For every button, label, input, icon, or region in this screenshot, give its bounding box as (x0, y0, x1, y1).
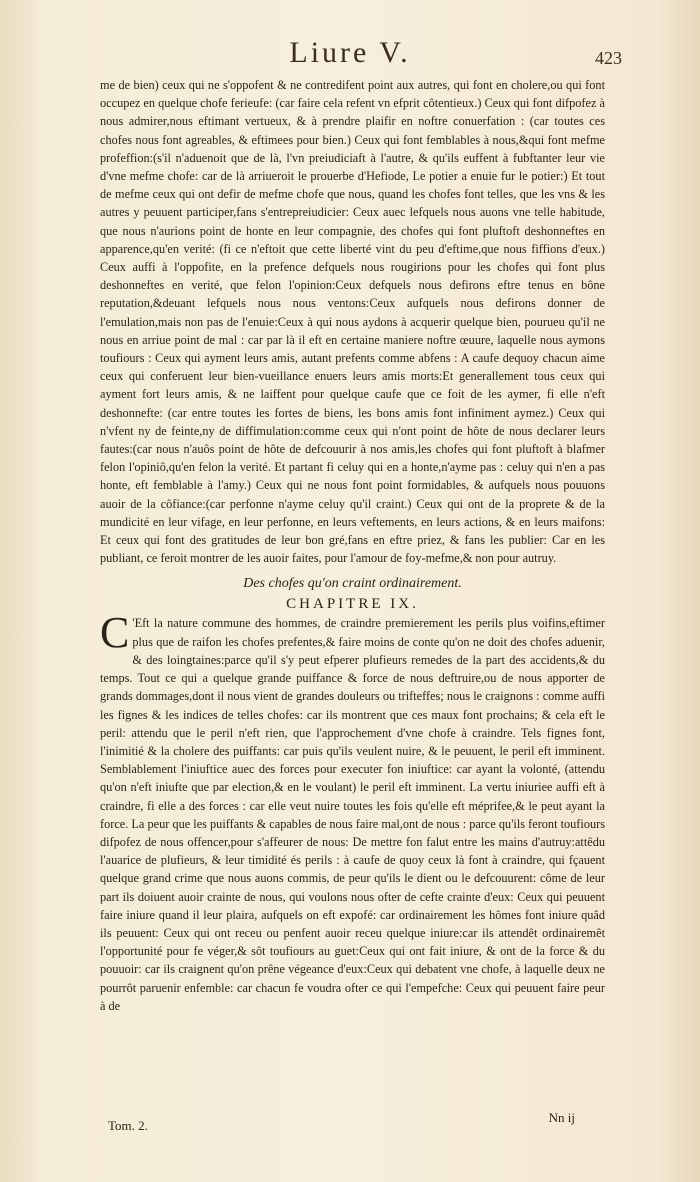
signature-mark: Nn ij (548, 1110, 575, 1125)
page-body (100, 76, 605, 1015)
page-number: 423 (595, 48, 622, 68)
chapter-heading: CHAPITRE IX. (286, 596, 419, 613)
drop-cap-initial: C (100, 608, 130, 658)
running-title: Liure V. (289, 36, 411, 69)
chapter-paragraph (100, 608, 605, 1014)
chapter-subtitle: Des chofes qu'on craint ordinairement. (243, 576, 462, 592)
page-header (0, 36, 700, 76)
page-footer (100, 1110, 605, 1140)
chapter-paragraph-text: 'Eft la nature commune des hommes, de craindre premierement les perils plus voifins,eftimer plus que de raifon les chofes prefentes,& faire moins de conte qu'on ne doit des chofes aduenir, & des loingtaines:parce qu'il s'y peut efperer plufieurs remedes de la part des accidents,& du temps. Tout ce qui a quelque grande puiffance & force de nous deftruire,ou de nous apporter de grands dommages,dont il nous vient de grandes douleurs ou trifteffes; nous le craignons : comme auffi les fignes & les indices de telles chofes: car ils montrent que ces maux font prochains; & cela eft le peril: attendu que le peril n'eft rien, que l'approchement d'vne chofe à craindre. Tels fignes font, l'inimitié & la cholere des puiffants: car puis qu'ils veulent nuire, & le peuuent, le peril eft imminent. Semblablement l'iniuftice auec des forces pour executer fon iniuftice: car ayant la volonté, (attendu qu'on n'eft iniufte que par election,& en le voulant) le peril eft imminent. La vertu iniuriee auffi eft à craindre, fi elle a des forces : car elle veut nuire toutes les fois qu'elle eft méprifee,& le peut ayant la force. La peur que les puiffants & capables de nous faire mal,ont de nous : parce qu'ils feront toufiours difpofez de nous offencer,pour s'affeurer de nous: De mettre fon falut entre les mains d'autruy:attêdu l'auarice de plufieurs, & leur timidité és perils : à caufe de quoy ceux là font à craindre, qui fçauent quelque grand crime que nous auons commis, de peur qu'ils le dient ou le defcouurent: côme de leur part ils doiuent auoir crainte de nous, qui voulons nous ofter de cefte crainte d'eux: Ceux qui peuuent faire iniure quand il leur plaira, aufquels on eft expofé: car ordinairement les hômes font iniure quâd ils peuuent: Ceux qui ont receu ou penfent auoir receu quelque iniure:car ils attendêt ordinairemêt l'opportunité pour fe véger,& sôt toufiours au guet:Ceux qui ont fait iniure, & ont de la force & du pouuoir: car ils craignent qu'on prêne végeance d'eux:Ceux qui debatent vne chofe, à laquelle deux ne pourrôt paruenir enfemble: car chacun fe voudra ofter ce qui l'empefche: Ceux qui peuuent faire peur à de (100, 616, 605, 1013)
volume-mark: Tom. 2. (108, 1118, 148, 1133)
continued-paragraph: me de bien) ceux qui ne s'oppofent & ne contredifent point aux autres, qui font en cholere,ou qui font occupez en quelque chofe ferieufe: (car faire cela refent vn efprit côtentieux.) Ceux qui font difpofez à nous admirer,nous eftimant vertueux, & à prendre plaifir en noftre conuerfation : (car toutes ces chofes nous font agreables, & eftimees pour bien.) Ceux qui font femblables à nous,&qui font mefme profeffion:(s'il n'aduenoit que de là, l'vn preiudiciaft à l'autre, & qu'ils euffent à fubftanter leur vie d'vne mefme chofe: car de là arriueroit le prouerbe d'Hefiode, Le potier a enuie fur le potier:) Et tout de mefme ceux qui ont defir de mefme chofe que nous, quand les chofes font telles, que les vns & les autres y peuuent participer,fans s'entrepreiudicier: Ceux auec lefquels nous auons vne telle habitude, que nous n'aurions point de honte en leur compagnie, des chofes qui font pluftoft deshonneftes en apparence,qu'en verité: (fi ce n'eftoit que cette liberté vint du peu d'eftime,que nous fiffions d'eux.) Ceux auffi à l'oppofite, en la prefence defquels nous rougirions pour les chofes qui font plus deshonneftes en verité, que felon l'opinion:Ceux defquels nous defirons eftre tenus en bône reputation,&deuant lefquels nous nous ventons:Ceux aufquels nous defirons donner de l'emulation,mais non pas de l'enuie:Ceux à qui nous aydons à acquerir quelque bien, pourueu qu'il ne nous en arriue point de mal : car par là il eft en certaine maniere noftre œuure, laquelle nous aymons toufiours : Ceux qui ayment leurs amis, autant prefents comme abfens : A caufe dequoy chacun aime ceux qui conferuent leur bien-vueillance enuers leurs amis morts:Et generallement tous ceux qui ayment fort leurs amis, & ne laiffent pour quelque caufe que ce foit de les aymer, fi elle n'eft deshonnefte: (car entre toutes les fortes de biens, les bons amis font infiniment aymez.) Ceux qui n'vfent ny de feinte,ny de diffimulation:comme ceux qui n'ont point de hôte de nous declarer leurs fautes:(car nous n'auôs point de hôte de defcouurir à nos amis,les chofes qui font pluftoft à blafmer felon l'opiniô,qu'en felon la verité. Et partant fi celuy qui en a honte,n'ayme pas : celuy qui n'en a pas honte, eft femblable à l'amy.) Ceux qui ne nous font point formidables, & aufquels nous pouuons auoir de la côfiance:(car perfonne n'ayme celuy qu'il craint.) Ceux qui ont de la proprete & de la mundicité en leur vifage, en leur perfonne, en leurs veftements, en leurs actions, & en leurs maifons: Et ceux qui font des gratitudes de leur bon gré,fans en eftre priez, & fans les publier: Car en les publiant, ce feroit montrer de les auoir faites, pour l'amour de foy-mefme,& non pour autruy. (100, 78, 605, 566)
